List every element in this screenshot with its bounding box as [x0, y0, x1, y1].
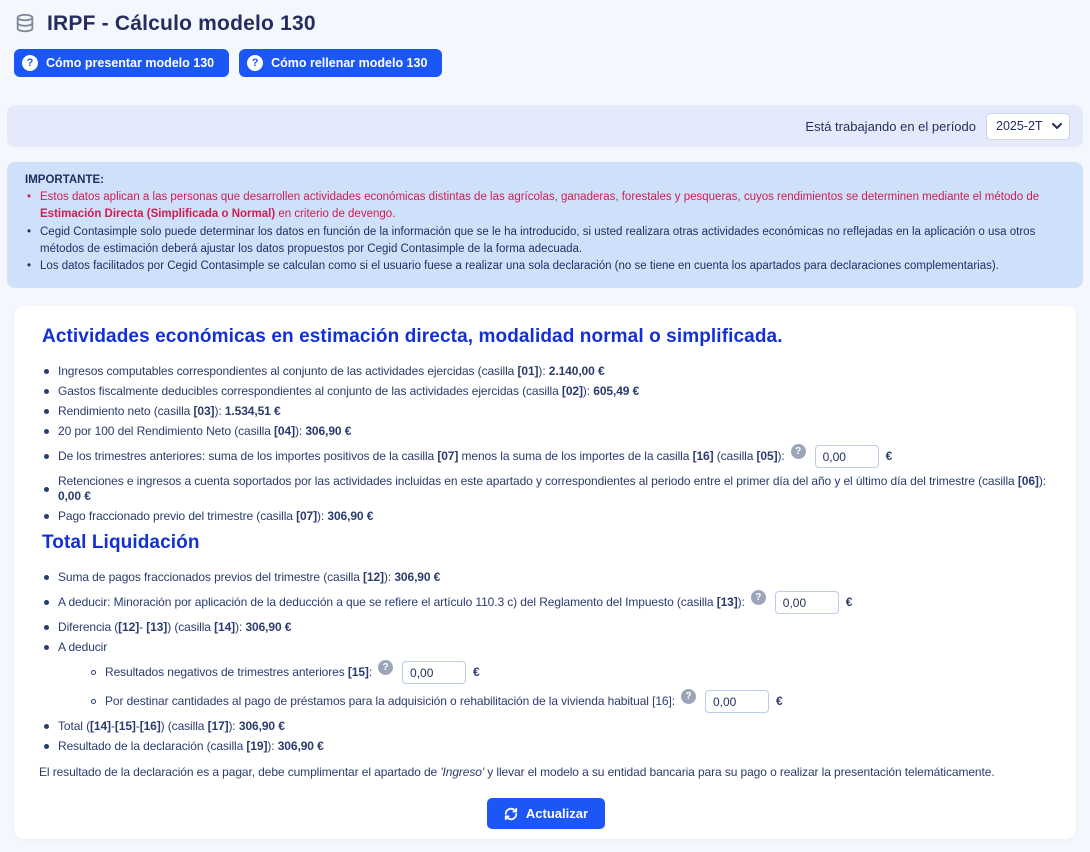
main-rows [28, 326, 1064, 780]
bullet-icon [44, 575, 49, 580]
bullet-icon [91, 670, 96, 675]
list-item [28, 620, 1064, 635]
help-button-row [14, 49, 1076, 77]
notice-item: • Cegid Contasimple solo puede determinar los datos en función de la información que se le ha introducido, si usted realizara otras actividades económicas no reflejadas en la aplicación o usa otros métodos de estimación deberá ajustar los datos propuestos por Cegid Contasimple de la forma adecuada. [25, 224, 1065, 259]
notice-item: • Los datos facilitados por Cegid Contasimple se calculan como si el usuario fuese a realizar una sola declaración (no se tiene en cuenta los apartados para declaraciones complementarias). [25, 258, 1065, 275]
list-item-text: Retenciones e ingresos a cuenta soportados por las actividades incluidas en este apartado y correspondientes al periodo entre el primer día del año y el último día del trimestre (casilla [06]): 0,00 € [58, 474, 1046, 504]
currency-label: € [775, 694, 783, 709]
list-item [75, 690, 1064, 713]
help-icon[interactable]: ? [751, 590, 766, 605]
list-item-text: Suma de pagos fraccionados previos del trimestre (casilla [12]): 306,90 € [58, 570, 441, 585]
list-item [28, 640, 1064, 655]
casilla-05-input[interactable] [815, 445, 879, 468]
currency-label: € [845, 595, 853, 610]
refresh-icon [504, 807, 518, 821]
database-icon [14, 13, 36, 35]
bullet-icon [44, 724, 49, 729]
section-heading: Actividades económicas en estimación directa, modalidad normal o simplificada. [42, 326, 783, 348]
page-title: IRPF - Cálculo modelo 130 [47, 12, 316, 35]
bullet-icon [44, 454, 49, 459]
bullet-icon [44, 389, 49, 394]
result-note: El resultado de la declaración es a pagar, debe cumplimentar el apartado de 'Ingreso' y llevar el modelo a su entidad bancaria para su pago o realizar la presentación telemáticamente. [39, 765, 995, 780]
list-item [28, 739, 1064, 754]
bullet-icon [44, 409, 49, 414]
bullet-icon [44, 645, 49, 650]
bullet-icon [44, 487, 49, 492]
currency-label: € [885, 449, 893, 464]
title-row [14, 12, 1076, 36]
list-item-text: 20 por 100 del Rendimiento Neto (casilla [04]): 306,90 € [58, 424, 352, 439]
list-item-text: Resultado de la declaración (casilla [19]): 306,90 € [58, 739, 324, 754]
list-item-text: De los trimestres anteriores: suma de los importes positivos de la casilla [07] menos la suma de los importes de la casilla [16] (casilla [05]): [58, 449, 785, 464]
list-item [28, 509, 1064, 524]
actualizar-button[interactable] [487, 798, 605, 829]
list-item [28, 384, 1064, 399]
rellenar-modelo-button[interactable] [239, 49, 442, 77]
rellenar-modelo-button-label: Cómo rellenar modelo 130 [271, 56, 428, 70]
list-item-text: Ingresos computables correspondientes al conjunto de las actividades ejercidas (casilla [01]): 2.140,00 € [58, 364, 605, 379]
list-item-text: A deducir [58, 640, 108, 655]
currency-label: € [473, 665, 480, 680]
question-icon: ? [22, 55, 38, 71]
list-item [28, 424, 1064, 439]
help-icon[interactable]: ? [791, 444, 806, 459]
important-notice [7, 162, 1083, 288]
actualizar-button-label: Actualizar [525, 806, 589, 822]
list-item [28, 591, 1064, 614]
notice-list [25, 189, 1065, 275]
list-item-text: Resultados negativos de trimestres anteriores [15]: [105, 665, 373, 680]
main-card [14, 306, 1076, 839]
help-icon[interactable]: ? [378, 660, 393, 675]
list-item [75, 661, 1064, 684]
list-item [28, 404, 1064, 419]
list-item [28, 445, 1064, 468]
period-select[interactable] [987, 114, 1069, 139]
bullet-icon [44, 369, 49, 374]
help-icon[interactable]: ? [681, 689, 696, 704]
bullet-icon [44, 429, 49, 434]
period-label: Está trabajando en el período [805, 118, 976, 134]
presentar-modelo-button-label: Cómo presentar modelo 130 [46, 56, 215, 70]
list-item [28, 364, 1064, 379]
list-item [28, 719, 1064, 734]
bullet-icon [44, 625, 49, 630]
list-item-text: Por destinar cantidades al pago de préstamos para la adquisición o rehabilitación de la vivienda habitual [16]: [105, 694, 675, 709]
presentar-modelo-button[interactable] [14, 49, 229, 77]
list-item [28, 570, 1064, 585]
list-item-text: Rendimiento neto (casilla [03]): 1.534,51 € [58, 404, 281, 419]
notice-title: IMPORTANTE: [25, 174, 105, 186]
question-icon: ? [247, 55, 263, 71]
update-button-row [28, 798, 1064, 829]
notice-item: • Estos datos aplican a las personas que desarrollen actividades económicas distintas de las agrícolas, ganaderas, forestales y pesqueras, cuyos rendimientos se determinen mediante el método de Estimación Directa (Simplificada o Normal) en criterio de devengo. [25, 189, 1065, 224]
casilla-16-input[interactable] [705, 690, 769, 713]
bullet-icon [44, 744, 49, 749]
casilla-15-input[interactable] [402, 661, 466, 684]
period-bar [7, 105, 1083, 147]
list-item-text: Gastos fiscalmente deducibles correspondientes al conjunto de las actividades ejercidas (casilla [02]): 605,49 € [58, 384, 640, 399]
list-item-text: Pago fraccionado previo del trimestre (casilla [07]): 306,90 € [58, 509, 374, 524]
bullet-icon [91, 699, 96, 704]
list-item-text: Diferencia ([12]- [13]) (casilla [14]): 306,90 € [58, 620, 292, 635]
casilla-13-input[interactable] [775, 591, 839, 614]
page-header [0, 0, 1090, 77]
period-select-wrap [986, 113, 1070, 140]
bullet-icon [44, 600, 49, 605]
list-item [28, 474, 1064, 504]
list-item-text: A deducir: Minoración por aplicación de la deducción a que se refiere el artículo 110.3 c) del Reglamento del Impuesto (casilla [13]): [58, 595, 745, 610]
bullet-icon [44, 514, 49, 519]
section-heading: Total Liquidación [42, 532, 200, 554]
list-item-text: Total ([14]-[15]-[16]) (casilla [17]): 306,90 € [58, 719, 285, 734]
